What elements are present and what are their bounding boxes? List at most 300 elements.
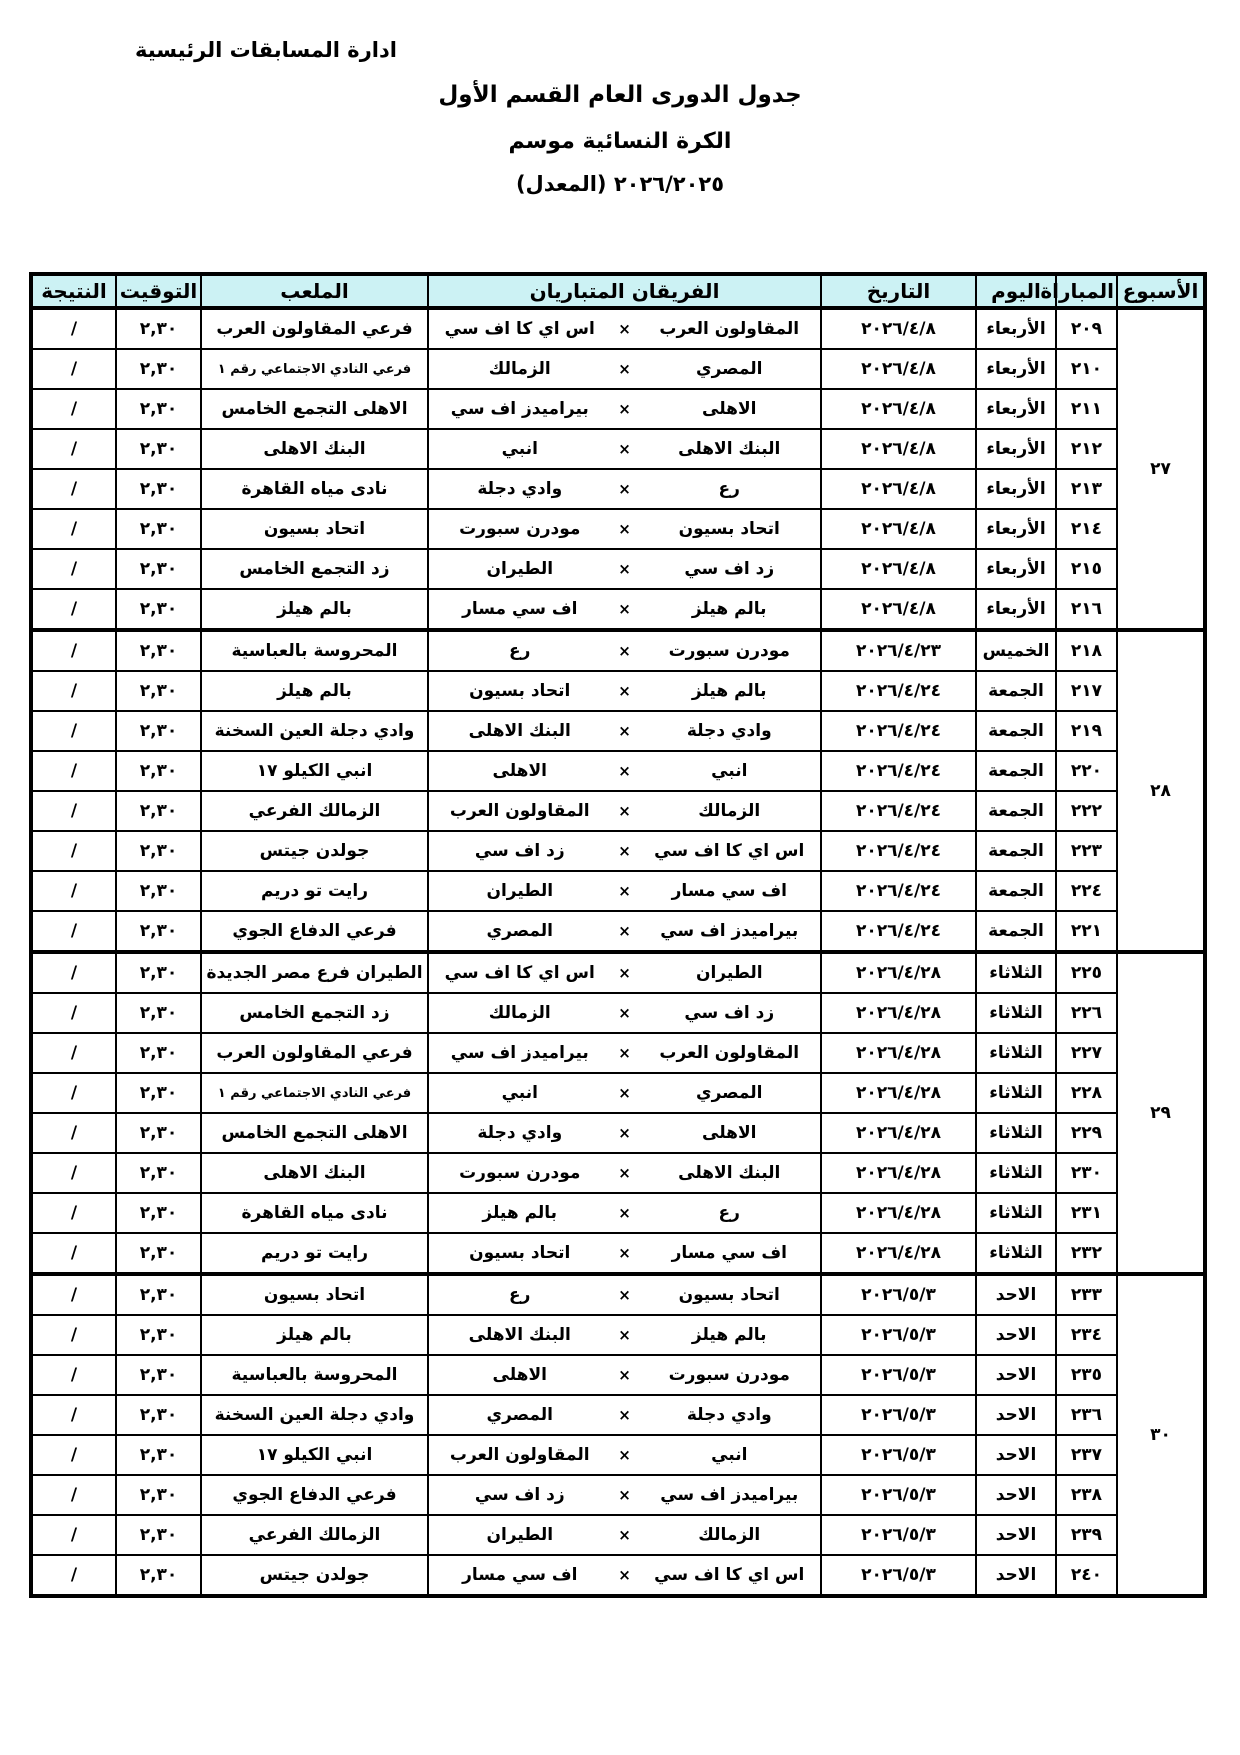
stadium-cell: فرعي المقاولون العرب (201, 308, 428, 349)
date-cell: ٢٠٢٦/٤/٨ (821, 349, 976, 389)
table-row (31, 1233, 1205, 1274)
day-cell: الثلاثاء (976, 1193, 1056, 1233)
match-number-cell: ٢١٠ (1056, 349, 1117, 389)
home-team-name: البنك الاهلى (678, 1163, 781, 1183)
result-cell: / (31, 509, 116, 549)
result-cell: / (31, 952, 116, 993)
date-cell: ٢٠٢٦/٥/٣ (821, 1555, 976, 1596)
versus-x-mark: × (618, 1526, 631, 1544)
versus-x-mark: × (618, 1204, 631, 1222)
home-team-name: المقاولون العرب (659, 319, 800, 339)
day-cell: الأربعاء (976, 469, 1056, 509)
date-cell: ٢٠٢٦/٥/٣ (821, 1274, 976, 1315)
home-team-name: الطيران (695, 963, 763, 983)
match-number-cell: ٢٣٥ (1056, 1355, 1117, 1395)
versus-x-mark: × (618, 440, 631, 458)
table-row (31, 349, 1205, 389)
teams-pairing (432, 1365, 817, 1385)
kickoff-time-cell: ٢,٣٠ (116, 349, 201, 389)
day-cell: الأربعاء (976, 429, 1056, 469)
teams-cell (428, 1355, 821, 1395)
home-team-name: الزمالك (698, 1525, 761, 1545)
stadium-cell: انبي الكيلو ١٧ (201, 751, 428, 791)
away-team-name: وادي دجلة (477, 479, 563, 499)
versus-x-mark: × (618, 1486, 631, 1504)
home-team-name: بالم هيلز (691, 681, 767, 701)
away-team-name: المصري (486, 921, 553, 941)
kickoff-time-cell: ٢,٣٠ (116, 1555, 201, 1596)
versus-x-mark: × (618, 560, 631, 578)
teams-cell (428, 791, 821, 831)
match-number-cell: ٢٢٢ (1056, 791, 1117, 831)
day-cell: الأربعاء (976, 509, 1056, 549)
match-number-cell: ٢١٥ (1056, 549, 1117, 589)
away-team-name: زد اف سي (474, 841, 565, 861)
stadium-cell: المحروسة بالعباسية (201, 630, 428, 671)
versus-x-mark: × (618, 1326, 631, 1344)
week-number-cell: ٢٩ (1117, 952, 1205, 1274)
department-label: ادارة المسابقات الرئيسية (135, 38, 397, 62)
week-group (31, 952, 1205, 1274)
kickoff-time-cell: ٢,٣٠ (116, 1193, 201, 1233)
teams-pairing (432, 1285, 817, 1305)
date-cell: ٢٠٢٦/٥/٣ (821, 1355, 976, 1395)
away-team-name: رع (509, 1285, 531, 1305)
result-cell: / (31, 711, 116, 751)
schedule-table (29, 272, 1207, 1598)
date-cell: ٢٠٢٦/٤/٨ (821, 429, 976, 469)
home-team-name: بيراميدز اف سي (660, 1485, 799, 1505)
away-team-name: بيراميدز اف سي (450, 399, 589, 419)
match-number-cell: ٢٣٤ (1056, 1315, 1117, 1355)
header-result: النتيجة (31, 274, 116, 308)
teams-pairing (432, 1123, 817, 1143)
versus-x-mark: × (618, 1124, 631, 1142)
week-group (31, 630, 1205, 952)
day-cell: الثلاثاء (976, 1153, 1056, 1193)
stadium-cell: بالم هيلز (201, 671, 428, 711)
home-team-name: اتحاد بسيون (678, 519, 780, 539)
away-team-name: الطيران (486, 1525, 554, 1545)
result-cell: / (31, 1193, 116, 1233)
result-cell: / (31, 831, 116, 871)
day-cell: الاحد (976, 1355, 1056, 1395)
match-number-cell: ٢٢٤ (1056, 871, 1117, 911)
table-row (31, 1475, 1205, 1515)
date-cell: ٢٠٢٦/٤/٢٤ (821, 791, 976, 831)
date-cell: ٢٠٢٦/٤/٢٤ (821, 831, 976, 871)
table-row (31, 911, 1205, 952)
table-row (31, 1435, 1205, 1475)
table-row (31, 389, 1205, 429)
result-cell: / (31, 1113, 116, 1153)
stadium-cell: نادى مياه القاهرة (201, 1193, 428, 1233)
home-team-name: انبي (711, 761, 748, 781)
home-team-name: اف سي مسار (671, 881, 787, 901)
match-number-cell: ٢١١ (1056, 389, 1117, 429)
kickoff-time-cell: ٢,٣٠ (116, 1153, 201, 1193)
stadium-cell: زد التجمع الخامس (201, 549, 428, 589)
table-row (31, 1555, 1205, 1596)
versus-x-mark: × (618, 964, 631, 982)
date-cell: ٢٠٢٦/٤/٨ (821, 509, 976, 549)
kickoff-time-cell: ٢,٣٠ (116, 871, 201, 911)
day-cell: الاحد (976, 1315, 1056, 1355)
match-number-cell: ٢٢١ (1056, 911, 1117, 952)
teams-pairing (432, 1565, 817, 1585)
kickoff-time-cell: ٢,٣٠ (116, 1073, 201, 1113)
versus-x-mark: × (618, 882, 631, 900)
teams-pairing (432, 319, 817, 339)
teams-cell (428, 389, 821, 429)
table-row (31, 469, 1205, 509)
stadium-cell: فرعي الدفاع الجوي (201, 911, 428, 952)
teams-cell (428, 831, 821, 871)
home-team-name: البنك الاهلى (678, 439, 781, 459)
week-group (31, 1274, 1205, 1596)
day-cell: الثلاثاء (976, 1073, 1056, 1113)
day-cell: الخميس (976, 630, 1056, 671)
teams-pairing (432, 963, 817, 983)
versus-x-mark: × (618, 722, 631, 740)
table-row (31, 993, 1205, 1033)
stadium-cell: البنك الاهلى (201, 1153, 428, 1193)
day-cell: الأربعاء (976, 349, 1056, 389)
stadium-cell: فرعي الدفاع الجوي (201, 1475, 428, 1515)
away-team-name: اس اي كا اف سي (444, 319, 595, 339)
week-number-cell: ٢٨ (1117, 630, 1205, 952)
day-cell: الجمعة (976, 671, 1056, 711)
date-cell: ٢٠٢٦/٥/٣ (821, 1435, 976, 1475)
away-team-name: اتحاد بسيون (469, 681, 571, 701)
home-team-name: بالم هيلز (691, 599, 767, 619)
result-cell: / (31, 630, 116, 671)
stadium-cell: الزمالك الفرعي (201, 791, 428, 831)
teams-cell (428, 711, 821, 751)
date-cell: ٢٠٢٦/٤/٢٨ (821, 993, 976, 1033)
teams-pairing (432, 1003, 817, 1023)
week-number-cell: ٣٠ (1117, 1274, 1205, 1596)
table-row (31, 429, 1205, 469)
teams-pairing (432, 359, 817, 379)
teams-pairing (432, 1243, 817, 1263)
day-cell: الثلاثاء (976, 1033, 1056, 1073)
teams-cell (428, 1555, 821, 1596)
table-row (31, 751, 1205, 791)
versus-x-mark: × (618, 1244, 631, 1262)
result-cell: / (31, 429, 116, 469)
versus-x-mark: × (618, 1004, 631, 1022)
day-cell: الجمعة (976, 711, 1056, 751)
day-cell: الثلاثاء (976, 1233, 1056, 1274)
match-number-cell: ٢٢٣ (1056, 831, 1117, 871)
home-team-name: المقاولون العرب (659, 1043, 800, 1063)
teams-cell (428, 671, 821, 711)
table-row (31, 1315, 1205, 1355)
kickoff-time-cell: ٢,٣٠ (116, 1435, 201, 1475)
day-cell: الأربعاء (976, 589, 1056, 630)
day-cell: الجمعة (976, 791, 1056, 831)
versus-x-mark: × (618, 682, 631, 700)
kickoff-time-cell: ٢,٣٠ (116, 1274, 201, 1315)
teams-pairing (432, 519, 817, 539)
away-team-name: اف سي مسار (462, 599, 578, 619)
stadium-cell: زد التجمع الخامس (201, 993, 428, 1033)
match-number-cell: ٢١٨ (1056, 630, 1117, 671)
teams-cell (428, 911, 821, 952)
result-cell: / (31, 1475, 116, 1515)
stadium-cell: رايت تو دريم (201, 1233, 428, 1274)
stadium-cell: بالم هيلز (201, 1315, 428, 1355)
result-cell: / (31, 1274, 116, 1315)
date-cell: ٢٠٢٦/٤/٨ (821, 308, 976, 349)
away-team-name: اس اي كا اف سي (444, 963, 595, 983)
table-row (31, 630, 1205, 671)
teams-cell (428, 993, 821, 1033)
result-cell: / (31, 349, 116, 389)
table-row (31, 1073, 1205, 1113)
stadium-cell: اتحاد بسيون (201, 1274, 428, 1315)
season-label: ٢٠٢٦/٢٠٢٥ (المعدل) (515, 172, 725, 196)
teams-pairing (432, 479, 817, 499)
match-number-cell: ٢٢٩ (1056, 1113, 1117, 1153)
teams-pairing (432, 1485, 817, 1505)
home-team-name: المصري (695, 359, 763, 379)
day-cell: الاحد (976, 1475, 1056, 1515)
table-row (31, 549, 1205, 589)
stadium-cell: انبي الكيلو ١٧ (201, 1435, 428, 1475)
page-title: جدول الدورى العام القسم الأول (438, 82, 802, 108)
versus-x-mark: × (618, 922, 631, 940)
date-cell: ٢٠٢٦/٥/٣ (821, 1515, 976, 1555)
away-team-name: انبي (501, 439, 538, 459)
result-cell: / (31, 993, 116, 1033)
match-number-cell: ٢٢٨ (1056, 1073, 1117, 1113)
date-cell: ٢٠٢٦/٤/٢٨ (821, 1153, 976, 1193)
match-number-cell: ٢٣٨ (1056, 1475, 1117, 1515)
table-row (31, 1274, 1205, 1315)
header-day: اليوم (976, 274, 1056, 308)
day-cell: الاحد (976, 1274, 1056, 1315)
versus-x-mark: × (618, 1286, 631, 1304)
stadium-cell: المحروسة بالعباسية (201, 1355, 428, 1395)
match-number-cell: ٢٢٥ (1056, 952, 1117, 993)
result-cell: / (31, 751, 116, 791)
day-cell: الأربعاء (976, 549, 1056, 589)
day-cell: الجمعة (976, 751, 1056, 791)
header-time: التوقيت (116, 274, 201, 308)
kickoff-time-cell: ٢,٣٠ (116, 671, 201, 711)
home-team-name: زد اف سي (684, 1003, 775, 1023)
date-cell: ٢٠٢٦/٤/٢٨ (821, 1073, 976, 1113)
match-number-cell: ٢٣٢ (1056, 1233, 1117, 1274)
home-team-name: الاهلى (702, 399, 757, 419)
teams-pairing (432, 399, 817, 419)
home-team-name: الزمالك (698, 801, 761, 821)
away-team-name: المقاولون العرب (449, 1445, 590, 1465)
away-team-name: رع (509, 641, 531, 661)
table-row (31, 711, 1205, 751)
teams-pairing (432, 1203, 817, 1223)
kickoff-time-cell: ٢,٣٠ (116, 952, 201, 993)
home-team-name: وادي دجلة (686, 721, 772, 741)
day-cell: الثلاثاء (976, 993, 1056, 1033)
stadium-cell: بالم هيلز (201, 589, 428, 630)
versus-x-mark: × (618, 762, 631, 780)
date-cell: ٢٠٢٦/٤/٢٨ (821, 952, 976, 993)
teams-pairing (432, 761, 817, 781)
stadium-cell: فرعي المقاولون العرب (201, 1033, 428, 1073)
table-row (31, 509, 1205, 549)
result-cell: / (31, 1435, 116, 1475)
week-group (31, 308, 1205, 630)
kickoff-time-cell: ٢,٣٠ (116, 831, 201, 871)
away-team-name: بالم هيلز (482, 1203, 558, 1223)
date-cell: ٢٠٢٦/٤/٢٤ (821, 711, 976, 751)
day-cell: الجمعة (976, 871, 1056, 911)
teams-cell (428, 871, 821, 911)
result-cell: / (31, 1033, 116, 1073)
home-team-name: الاهلى (702, 1123, 757, 1143)
match-number-cell: ٢١٣ (1056, 469, 1117, 509)
date-cell: ٢٠٢٦/٤/٨ (821, 549, 976, 589)
teams-pairing (432, 881, 817, 901)
teams-pairing (432, 921, 817, 941)
teams-pairing (432, 1083, 817, 1103)
page-subtitle: الكرة النسائية موسم (508, 129, 732, 154)
match-number-cell: ٢٣٧ (1056, 1435, 1117, 1475)
teams-cell (428, 308, 821, 349)
versus-x-mark: × (618, 480, 631, 498)
match-number-cell: ٢٤٠ (1056, 1555, 1117, 1596)
teams-pairing (432, 599, 817, 619)
home-team-name: مودرن سبورت (668, 641, 790, 661)
kickoff-time-cell: ٢,٣٠ (116, 751, 201, 791)
table-row (31, 1355, 1205, 1395)
home-team-name: زد اف سي (684, 559, 775, 579)
away-team-name: المصري (486, 1405, 553, 1425)
away-team-name: مودرن سبورت (459, 1163, 581, 1183)
teams-cell (428, 1274, 821, 1315)
teams-cell (428, 509, 821, 549)
home-team-name: بالم هيلز (691, 1325, 767, 1345)
date-cell: ٢٠٢٦/٤/٢٨ (821, 1193, 976, 1233)
date-cell: ٢٠٢٦/٤/٨ (821, 469, 976, 509)
home-team-name: وادي دجلة (686, 1405, 772, 1425)
away-team-name: اف سي مسار (462, 1565, 578, 1585)
kickoff-time-cell: ٢,٣٠ (116, 469, 201, 509)
teams-pairing (432, 721, 817, 741)
teams-cell (428, 1435, 821, 1475)
stadium-cell: الزمالك الفرعي (201, 1515, 428, 1555)
away-team-name: الزمالك (488, 359, 551, 379)
table-row (31, 1193, 1205, 1233)
home-team-name: انبي (711, 1445, 748, 1465)
table-row (31, 791, 1205, 831)
table-row (31, 952, 1205, 993)
teams-pairing (432, 559, 817, 579)
result-cell: / (31, 1555, 116, 1596)
away-team-name: الطيران (486, 559, 554, 579)
result-cell: / (31, 389, 116, 429)
away-team-name: زد اف سي (474, 1485, 565, 1505)
home-team-name: اس اي كا اف سي (654, 1565, 805, 1585)
teams-cell (428, 1315, 821, 1355)
date-cell: ٢٠٢٦/٤/٢٨ (821, 1113, 976, 1153)
home-team-name: رع (718, 1203, 740, 1223)
teams-cell (428, 1073, 821, 1113)
date-cell: ٢٠٢٦/٥/٣ (821, 1475, 976, 1515)
day-cell: الاحد (976, 1435, 1056, 1475)
versus-x-mark: × (618, 1164, 631, 1182)
versus-x-mark: × (618, 400, 631, 418)
stadium-cell: جولدن جيتس (201, 1555, 428, 1596)
day-cell: الجمعة (976, 911, 1056, 952)
match-number-cell: ٢١٤ (1056, 509, 1117, 549)
match-number-cell: ٢٣٦ (1056, 1395, 1117, 1435)
teams-pairing (432, 1163, 817, 1183)
kickoff-time-cell: ٢,٣٠ (116, 549, 201, 589)
result-cell: / (31, 1073, 116, 1113)
away-team-name: الاهلى (492, 761, 547, 781)
table-row (31, 589, 1205, 630)
date-cell: ٢٠٢٦/٥/٣ (821, 1315, 976, 1355)
away-team-name: المقاولون العرب (449, 801, 590, 821)
table-header-row (31, 274, 1205, 308)
stadium-cell: البنك الاهلى (201, 429, 428, 469)
table-row (31, 831, 1205, 871)
teams-cell (428, 589, 821, 630)
away-team-name: البنك الاهلى (468, 1325, 571, 1345)
table-row (31, 1515, 1205, 1555)
teams-pairing (432, 641, 817, 661)
kickoff-time-cell: ٢,٣٠ (116, 589, 201, 630)
table-row (31, 1033, 1205, 1073)
result-cell: / (31, 671, 116, 711)
result-cell: / (31, 1315, 116, 1355)
result-cell: / (31, 589, 116, 630)
versus-x-mark: × (618, 600, 631, 618)
header-teams: الفريقان المتباريان (428, 274, 821, 308)
stadium-cell: فرعي النادي الاجتماعي رقم ١ (201, 1073, 428, 1113)
away-team-name: انبي (501, 1083, 538, 1103)
date-cell: ٢٠٢٦/٤/٢٤ (821, 751, 976, 791)
header-stadium: الملعب (201, 274, 428, 308)
teams-cell (428, 1193, 821, 1233)
teams-cell (428, 469, 821, 509)
result-cell: / (31, 1515, 116, 1555)
table-row (31, 308, 1205, 349)
day-cell: الاحد (976, 1555, 1056, 1596)
teams-pairing (432, 681, 817, 701)
stadium-cell: نادى مياه القاهرة (201, 469, 428, 509)
kickoff-time-cell: ٢,٣٠ (116, 429, 201, 469)
match-number-cell: ٢٣١ (1056, 1193, 1117, 1233)
home-team-name: اس اي كا اف سي (654, 841, 805, 861)
away-team-name: الزمالك (488, 1003, 551, 1023)
kickoff-time-cell: ٢,٣٠ (116, 1355, 201, 1395)
date-cell: ٢٠٢٦/٤/٨ (821, 589, 976, 630)
versus-x-mark: × (618, 1446, 631, 1464)
away-team-name: مودرن سبورت (459, 519, 581, 539)
table-row (31, 671, 1205, 711)
table-row (31, 871, 1205, 911)
teams-cell (428, 630, 821, 671)
away-team-name: الطيران (486, 881, 554, 901)
kickoff-time-cell: ٢,٣٠ (116, 630, 201, 671)
versus-x-mark: × (618, 320, 631, 338)
versus-x-mark: × (618, 802, 631, 820)
